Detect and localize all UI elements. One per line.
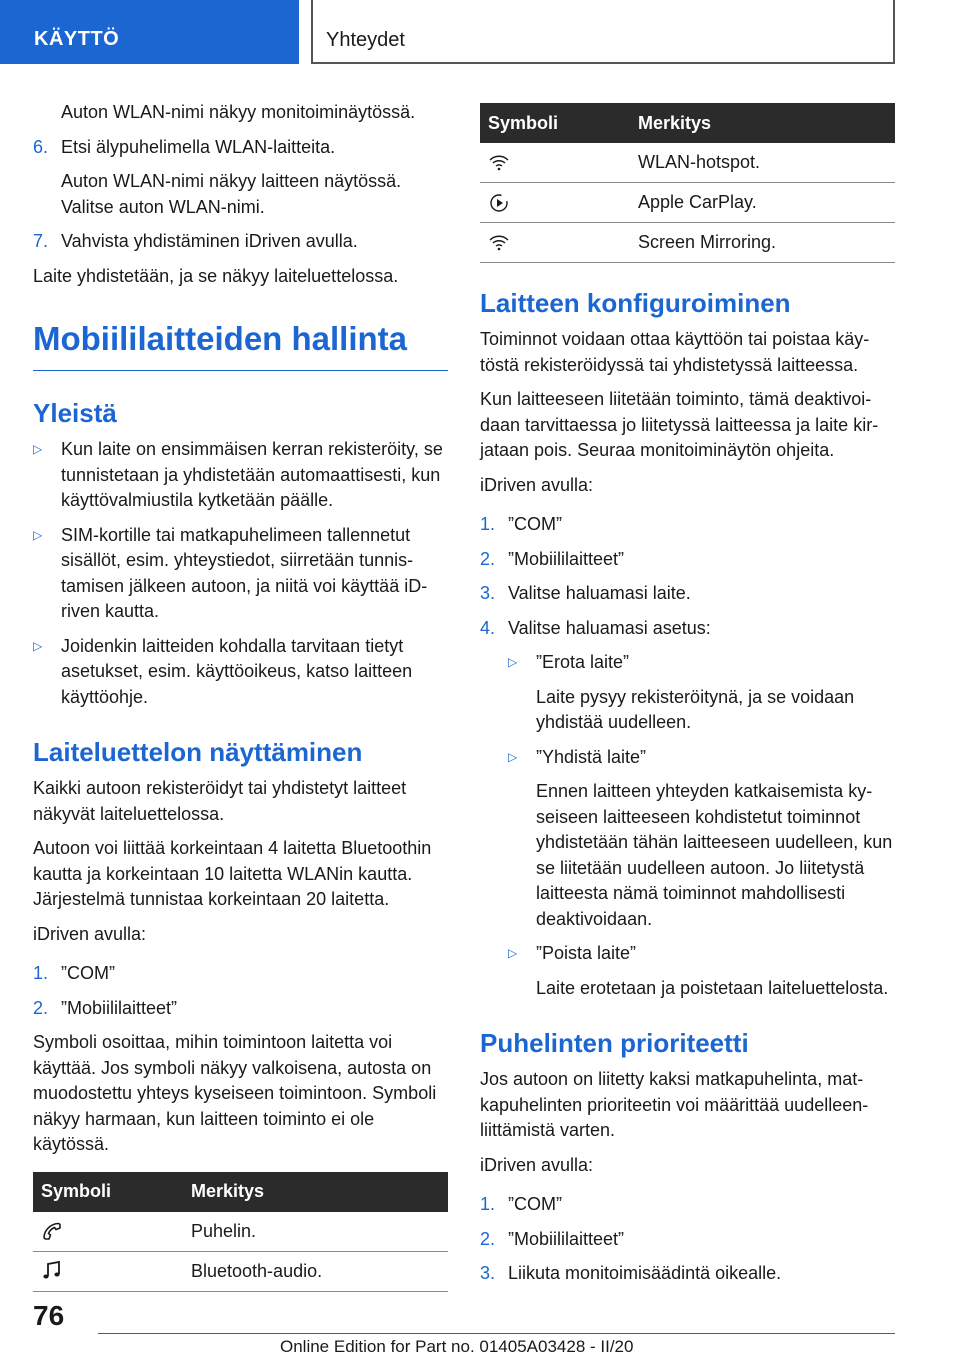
page-title: Mobiililaitteiden hallinta bbox=[33, 298, 448, 371]
intro-line: Auton WLAN-nimi näkyy monitoiminäytössä. bbox=[61, 102, 416, 122]
table-header-row bbox=[480, 103, 895, 143]
paragraph: iDriven avulla: bbox=[33, 923, 147, 944]
section-title: KÄYTTÖ bbox=[34, 28, 120, 50]
paragraph: iDriven avulla: bbox=[480, 1154, 594, 1175]
section-heading: Laitteen konfiguroiminen bbox=[480, 288, 791, 318]
section-tab bbox=[0, 0, 299, 64]
phone-icon bbox=[41, 1220, 63, 1242]
wifi-icon bbox=[488, 232, 510, 254]
triangle-bullet-icon: ▷ bbox=[33, 527, 43, 542]
chapter-tab bbox=[311, 0, 895, 64]
paragraph: Symboli osoittaa, mihin toimintoon laitetta voi käyttää. Jos symboli näkyy valkoisena, autosta on muodostettu yhteys kyseiseen toimintoon. Symboli näkyy harmaan, kun laitteen toiminto ei ole käytössä. bbox=[33, 1032, 437, 1154]
list-item: ▷ ”Poista laite” bbox=[508, 941, 895, 967]
paragraph: Jos autoon on liitetty kaksi matkapuhelinta, matkapuhelinten prioriteetin voi määrittää uudelleenliittämistä varten. bbox=[480, 1069, 869, 1140]
list-item: 1. ”COM” bbox=[33, 963, 115, 983]
paragraph: Toiminnot voidaan ottaa käyttöön tai poistaa käytöstä rekisteröidyssä tai yhdistetyssä laitteessa. bbox=[480, 329, 870, 375]
list-item: 1. ”COM” bbox=[480, 514, 562, 534]
list-item: ▷ Kun laite on ensimmäisen kerran rekisteröity, se tunnistetaan ja yhdistetään automaattisesti, kun käyttövalmiustila kytketään päälle. bbox=[33, 437, 448, 514]
section-heading: Laiteluettelon näyttäminen bbox=[33, 737, 363, 767]
right-column bbox=[480, 103, 895, 1296]
step-note: Auton WLAN-nimi näkyy laitteen näytössä. Valitse auton WLAN-nimi. bbox=[61, 171, 402, 217]
table-header-row bbox=[33, 1172, 448, 1212]
symbol-table bbox=[480, 103, 895, 263]
triangle-bullet-icon: ▷ bbox=[33, 638, 43, 653]
table-row: Apple CarPlay. bbox=[480, 183, 895, 223]
column-header: Merkitys bbox=[191, 1172, 448, 1212]
triangle-bullet-icon: ▷ bbox=[508, 749, 518, 764]
table-row: Bluetooth-audio. bbox=[33, 1251, 448, 1291]
section-heading: Puhelinten prioriteetti bbox=[480, 1028, 749, 1058]
footer-divider bbox=[98, 1333, 895, 1334]
carplay-icon bbox=[488, 192, 510, 214]
wifi-icon bbox=[488, 152, 510, 174]
symbol-table bbox=[33, 1172, 448, 1292]
list-item: 2. ”Mobiililaitteet” bbox=[480, 1228, 625, 1249]
section-heading: Yleistä bbox=[33, 398, 117, 428]
list-item: ▷ ”Yhdistä laite” bbox=[508, 745, 895, 771]
table-row: Puhelin. bbox=[33, 1212, 448, 1252]
paragraph: iDriven avulla: bbox=[480, 474, 594, 495]
list-item: 4. Valitse haluamasi asetus: bbox=[480, 617, 711, 638]
left-column bbox=[33, 100, 448, 1292]
chapter-title: Yhteydet bbox=[326, 29, 405, 51]
paragraph: Kaikki autoon rekisteröidyt tai yhdistetyt laitteet näkyvät laiteluettelossa. bbox=[33, 778, 407, 824]
option-description: Ennen laitteen yhteyden katkaisemista kyseiseen laitteeseen kohdistetut toiminnot yhdistetään tähän laitteeseen uudelleen, kun se liitetään uudelleen autoon. Jo liitetystä laitteesta nämä toiminnot mahdollisesti deaktivoidaan. bbox=[536, 781, 893, 929]
triangle-bullet-icon: ▷ bbox=[508, 655, 518, 669]
list-item: ▷ ”Erota laite” bbox=[508, 650, 895, 676]
music-note-icon bbox=[41, 1260, 63, 1282]
list-item: 2. ”Mobiililaitteet” bbox=[33, 997, 178, 1018]
page-number: 76 bbox=[33, 1300, 65, 1331]
column-header: Merkitys bbox=[638, 103, 895, 143]
triangle-bullet-icon: ▷ bbox=[508, 946, 518, 960]
option-description: Laite erotetaan ja poistetaan laiteluettelosta. bbox=[536, 977, 889, 998]
column-header: Symboli bbox=[480, 103, 638, 143]
list-item: 2. ”Mobiililaitteet” bbox=[480, 548, 625, 569]
paragraph: Laite yhdistetään, ja se näkyy laiteluettelossa. bbox=[33, 265, 399, 286]
triangle-bullet-icon: ▷ bbox=[33, 442, 43, 456]
column-header: Symboli bbox=[33, 1172, 191, 1212]
paragraph: Autoon voi liittää korkeintaan 4 laitetta Bluetoothin kautta ja korkeintaan 10 laitetta WLANin kautta. Järjestelmä tunnistaa korkeintaan 20 laitetta. bbox=[33, 838, 432, 909]
list-item: 3. Valitse haluamasi laite. bbox=[480, 583, 691, 603]
table-row: Screen Mirroring. bbox=[480, 223, 895, 263]
list-item: 1. ”COM” bbox=[480, 1194, 562, 1214]
list-item: 7. Vahvista yhdistäminen iDriven avulla. bbox=[33, 231, 358, 251]
list-item: 6. Etsi älypuhelimella WLAN-laitteita. bbox=[33, 136, 336, 157]
edition-footer: Online Edition for Part no. 01405A03428 - II/20 bbox=[280, 1337, 634, 1356]
list-item: ▷ SIM-kortille tai matkapuhelimeen tallennetut sisällöt, esim. yhteystiedot, siirretään tunnistamisen jälkeen autoon, ja niitä voi käyttää iDriven kautta. bbox=[33, 523, 448, 625]
list-item: ▷ Joidenkin laitteiden kohdalla tarvitaan tietyt asetukset, esim. käyttöoikeus, katso laitteen käyttöohje. bbox=[33, 634, 448, 711]
table-row: WLAN-hotspot. bbox=[480, 143, 895, 183]
list-item: 3. Liikuta monitoimisäädintä oikealle. bbox=[480, 1263, 782, 1283]
option-description: Laite pysyy rekisteröitynä, ja se voidaan yhdistää uudelleen. bbox=[536, 686, 855, 732]
paragraph: Kun laitteeseen liitetään toiminto, tämä deaktivoidaan tarvittaessa jo liitetyssä laitteessa ja laite kirjataan pois. Seuraa monitoiminäytön ohjeita. bbox=[480, 389, 879, 460]
